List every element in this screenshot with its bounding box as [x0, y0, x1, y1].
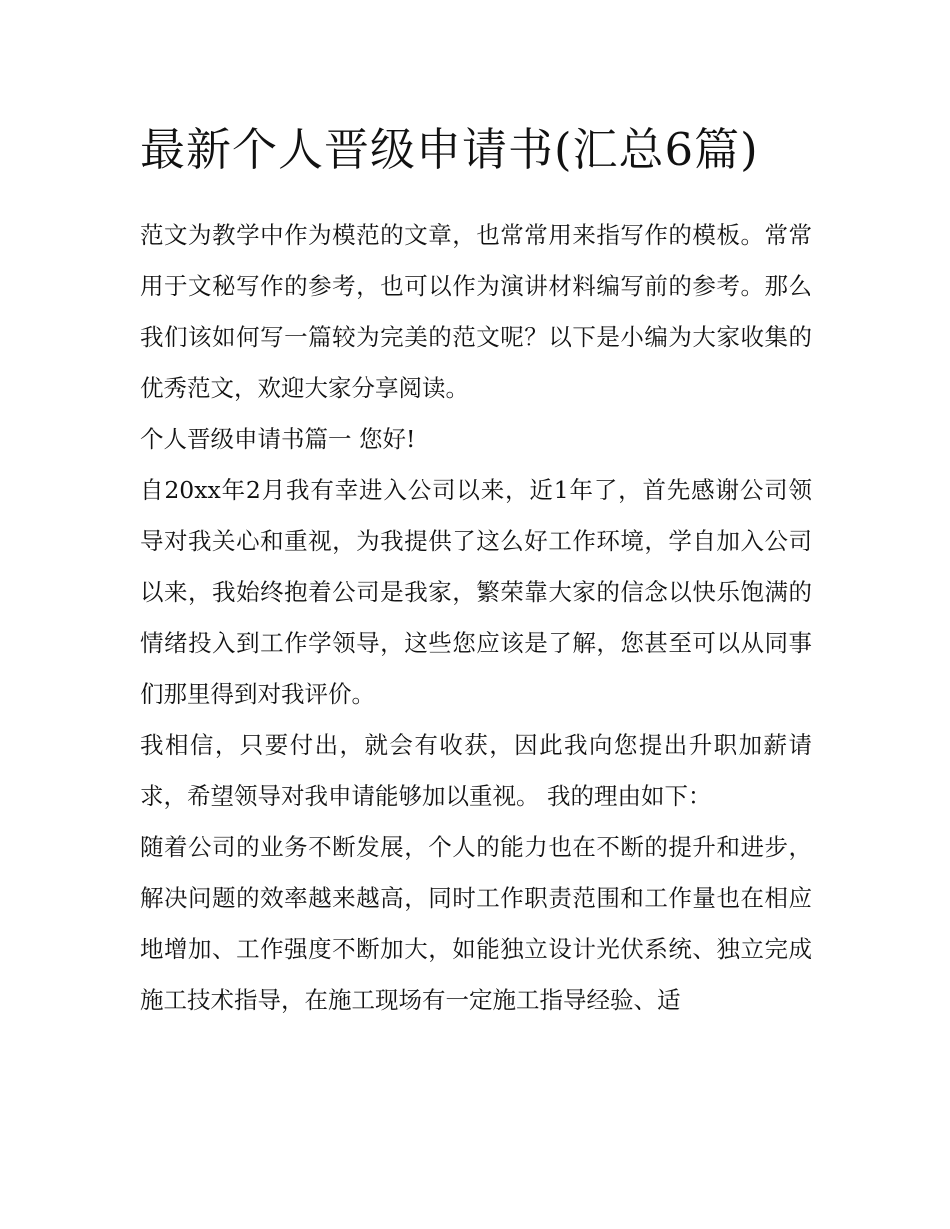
paragraph-body-1: 自20xx年2月我有幸进入公司以来，近1年了，首先感谢公司领导对我关心和重视，为我提供了这么好工作环境，学自加入公司以来，我始终抱着公司是我家，繁荣靠大家的信念以快乐饱满的情绪投入到工作学领导，这些您应该是了解，您甚至可以从同事们那里得到对我评价。 [140, 476, 812, 708]
paragraph-section-heading: 个人晋级申请书篇一 您好! [140, 425, 416, 453]
document-body [140, 112, 812, 1026]
paragraph-body-2: 我相信，只要付出，就会有收获，因此我向您提出升职加薪请求，希望领导对我申请能够加以重视。 我的理由如下： [140, 731, 812, 810]
paragraph-intro: 范文为教学中作为模范的文章，也常常用来指写作的模板。常常用于文秘写作的参考，也可以作为演讲材料编写前的参考。那么我们该如何写一篇较为完美的范文呢？以下是小编为大家收集的优秀范文，欢迎大家分享阅读。 [140, 221, 812, 402]
paragraph-body-3: 随着公司的业务不断发展，个人的能力也在不断的提升和进步，解决问题的效率越来越高，同时工作职责范围和工作量也在相应地增加、工作强度不断加大，如能独立设计光伏系统、独立完成施工技术指导，在施工现场有一定施工指导经验、适 [140, 833, 812, 1014]
document-title: 最新个人晋级申请书(汇总6篇) [140, 123, 759, 176]
